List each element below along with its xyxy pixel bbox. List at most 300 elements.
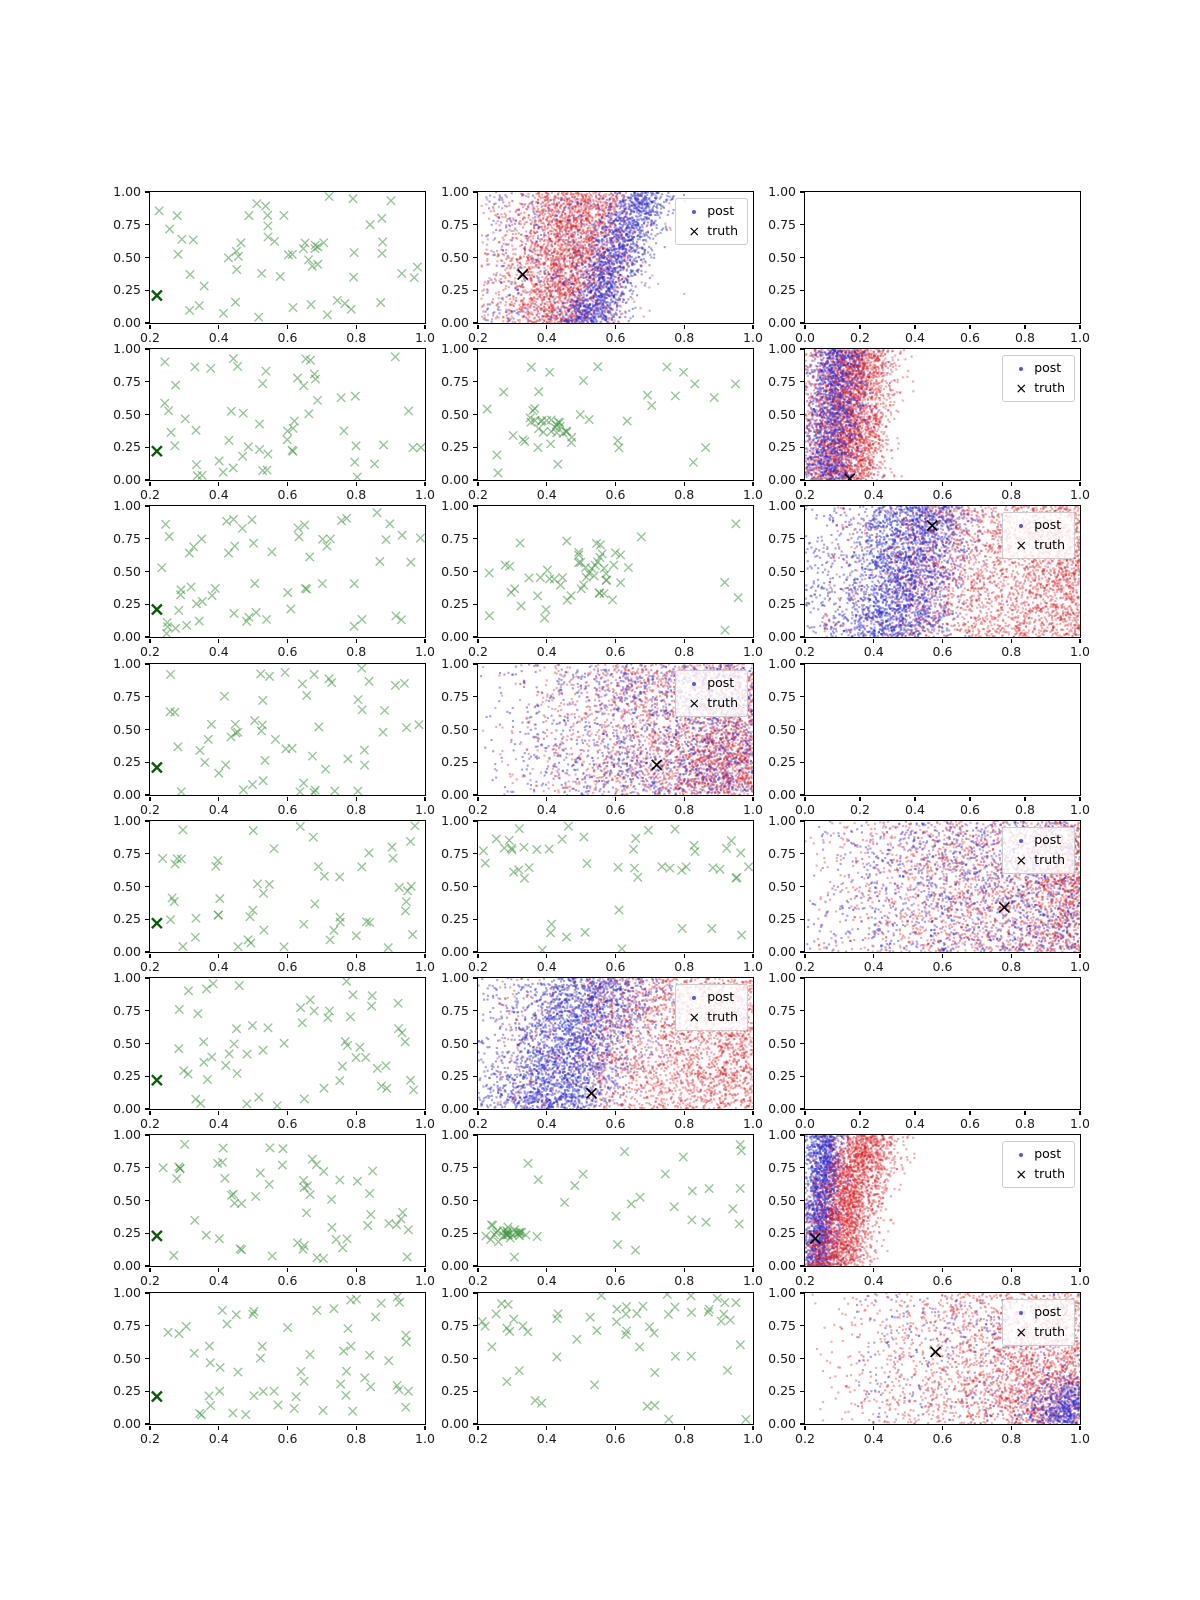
scatter-points-r8c2: [478, 1293, 753, 1424]
x-tick-label: 0.2: [140, 959, 160, 974]
x-tick-label: 1.0: [743, 959, 763, 974]
x-tick-label: 0.8: [1015, 802, 1035, 817]
axes-r7c2: [477, 1134, 754, 1267]
post-dot-icon: [1019, 524, 1023, 528]
x-tick-label: 0.0: [795, 1116, 815, 1131]
y-tick-mark: [145, 1423, 149, 1424]
y-tick-mark: [145, 1076, 149, 1077]
x-tick-label: 0.2: [468, 487, 488, 502]
x-tick-mark: [218, 1111, 219, 1115]
x-tick-label: 0.4: [536, 644, 557, 659]
legend-label: truth: [1034, 852, 1065, 868]
subplot-r2c2: [441, 340, 763, 502]
y-tick-mark: [800, 414, 804, 415]
x-tick-label: 0.8: [346, 1116, 367, 1131]
y-tick-label: 0.25: [113, 754, 141, 769]
y-tick-label: 0.00: [768, 314, 796, 330]
x-tick-mark: [218, 325, 219, 329]
y-tick-label: 1.00: [768, 497, 796, 513]
y-tick-mark: [473, 1265, 477, 1266]
y-tick-label: 0.25: [441, 596, 469, 611]
y-tick-label: 0.25: [441, 1068, 469, 1083]
y-tick-label: 0.75: [113, 530, 141, 546]
y-tick-mark: [145, 348, 149, 349]
x-tick-label: 1.0: [1070, 802, 1090, 817]
y-tick-label: 0.00: [768, 1100, 796, 1116]
x-tick-mark: [1079, 797, 1080, 801]
y-tick-mark: [145, 290, 149, 291]
axes-r8c2: [477, 1292, 754, 1425]
y-tick-mark: [145, 447, 149, 448]
y-tick-label: 0.75: [113, 845, 141, 861]
y-tick-mark: [800, 1265, 804, 1266]
legend-label: truth: [707, 223, 738, 239]
y-tick-mark: [473, 853, 477, 854]
y-tick-label: 0.25: [113, 439, 141, 454]
x-tick-mark: [969, 325, 970, 329]
y-tick-label: 1.00: [441, 497, 469, 513]
y-tick-label: 0.75: [768, 845, 796, 861]
legend-label: truth: [707, 695, 738, 711]
y-tick-mark: [800, 762, 804, 763]
subplot-r3c2: [441, 497, 763, 659]
y-tick-mark: [145, 257, 149, 258]
x-tick-mark: [218, 1268, 219, 1272]
truth-x-icon: ×: [1015, 1324, 1028, 1341]
y-tick-mark: [145, 820, 149, 821]
x-tick-label: 1.0: [743, 802, 763, 817]
x-tick-label: 0.6: [605, 959, 626, 974]
x-tick-mark: [477, 1111, 478, 1115]
y-tick-label: 0.50: [768, 878, 796, 894]
x-tick-mark: [356, 639, 357, 643]
x-tick-mark: [287, 482, 288, 486]
y-tick-label: 0.00: [768, 943, 796, 959]
y-tick-label: 0.75: [768, 216, 796, 232]
x-tick-mark: [477, 954, 478, 958]
y-tick-mark: [145, 977, 149, 978]
x-tick-mark: [615, 482, 616, 486]
x-tick-mark: [546, 954, 547, 958]
subplot-r5c2: [441, 812, 763, 974]
y-tick-label: 1.00: [441, 1284, 469, 1300]
y-tick-label: 0.00: [768, 786, 796, 802]
x-tick-label: 0.6: [277, 644, 298, 659]
x-tick-label: 0.4: [863, 959, 884, 974]
scatter-points-r1c1: [150, 192, 425, 323]
legend-label: post: [1034, 1304, 1062, 1320]
truth-x-icon: ×: [1015, 380, 1028, 397]
legend-label: post: [707, 203, 735, 219]
y-tick-mark: [145, 1292, 149, 1293]
axes-r4c3: [804, 663, 1081, 796]
subplot-r5c1: [113, 812, 435, 974]
y-tick-mark: [473, 1076, 477, 1077]
x-tick-mark: [1079, 325, 1080, 329]
x-tick-label: 0.8: [674, 330, 695, 345]
legend-label: post: [1034, 517, 1062, 533]
x-tick-label: 0.8: [1015, 330, 1035, 345]
x-tick-mark: [1011, 1268, 1012, 1272]
x-tick-mark: [804, 1111, 805, 1115]
scatter-points-r3c1: [150, 506, 425, 637]
y-tick-label: 0.75: [441, 216, 469, 232]
x-tick-label: 0.2: [140, 487, 160, 502]
y-tick-mark: [145, 762, 149, 763]
y-tick-mark: [145, 636, 149, 637]
y-tick-mark: [800, 919, 804, 920]
x-tick-label: 0.8: [674, 959, 695, 974]
x-tick-label: 0.8: [1001, 1273, 1022, 1288]
y-tick-mark: [473, 886, 477, 887]
y-tick-label: 1.00: [441, 812, 469, 828]
axes-r4c1: [149, 663, 426, 796]
x-tick-mark: [684, 325, 685, 329]
y-tick-label: 0.25: [768, 1068, 796, 1083]
legend-entry-truth: [1008, 536, 1065, 555]
x-tick-mark: [1079, 639, 1080, 643]
y-tick-mark: [800, 1108, 804, 1109]
legend-r3c3: [1002, 512, 1075, 559]
x-tick-mark: [477, 325, 478, 329]
x-tick-label: 0.4: [536, 1273, 557, 1288]
x-tick-label: 1.0: [743, 330, 763, 345]
y-tick-mark: [145, 224, 149, 225]
x-tick-label: 0.2: [140, 1431, 160, 1446]
y-tick-label: 0.75: [768, 1002, 796, 1018]
axes-r3c2: [477, 505, 754, 638]
legend-r6c2: [675, 984, 748, 1031]
y-tick-label: 0.25: [441, 1225, 469, 1240]
y-tick-mark: [145, 886, 149, 887]
axes-r8c1: [149, 1292, 426, 1425]
y-tick-label: 1.00: [441, 340, 469, 356]
y-tick-label: 0.25: [768, 1225, 796, 1240]
y-tick-mark: [145, 1134, 149, 1135]
x-tick-mark: [424, 325, 425, 329]
y-tick-mark: [473, 1200, 477, 1201]
x-tick-label: 0.4: [536, 1431, 557, 1446]
y-tick-mark: [473, 538, 477, 539]
x-tick-label: 0.6: [932, 1273, 953, 1288]
legend-label: truth: [1034, 1324, 1065, 1340]
y-tick-mark: [800, 1233, 804, 1234]
x-tick-mark: [752, 1111, 753, 1115]
y-tick-mark: [145, 1108, 149, 1109]
y-tick-label: 0.00: [441, 943, 469, 959]
subplot-r6c2: [441, 969, 763, 1131]
y-tick-label: 0.75: [113, 1002, 141, 1018]
x-tick-label: 0.8: [1015, 1116, 1035, 1131]
x-tick-label: 0.6: [932, 959, 953, 974]
y-tick-label: 1.00: [113, 812, 141, 828]
x-tick-label: 0.8: [674, 1116, 695, 1131]
y-tick-label: 1.00: [768, 183, 796, 199]
x-tick-label: 0.6: [960, 802, 980, 817]
subplot-r4c3: [768, 655, 1090, 817]
y-tick-mark: [473, 1325, 477, 1326]
scatter-points-r5c1: [150, 821, 425, 952]
x-tick-label: 0.8: [674, 1431, 695, 1446]
y-tick-mark: [473, 322, 477, 323]
x-tick-label: 1.0: [415, 644, 435, 659]
x-icon: [681, 697, 707, 711]
x-tick-mark: [477, 1268, 478, 1272]
y-tick-label: 0.75: [113, 1159, 141, 1175]
x-tick-mark: [752, 325, 753, 329]
x-tick-mark: [1079, 1426, 1080, 1430]
x-tick-mark: [1079, 1111, 1080, 1115]
x-tick-label: 0.2: [468, 644, 488, 659]
x-tick-mark: [942, 1268, 943, 1272]
x-tick-mark: [287, 797, 288, 801]
y-tick-mark: [145, 853, 149, 854]
x-tick-label: 0.4: [208, 1431, 229, 1446]
y-tick-label: 0.50: [441, 249, 469, 265]
x-tick-label: 0.4: [536, 487, 557, 502]
subplot-r3c1: [113, 497, 435, 659]
y-tick-label: 0.50: [441, 721, 469, 737]
y-tick-label: 1.00: [113, 1284, 141, 1300]
x-tick-mark: [149, 797, 150, 801]
x-tick-label: 1.0: [415, 330, 435, 345]
y-tick-label: 1.00: [113, 340, 141, 356]
x-tick-mark: [546, 1426, 547, 1430]
x-tick-mark: [218, 1426, 219, 1430]
y-tick-label: 0.50: [441, 1035, 469, 1051]
y-tick-mark: [473, 1358, 477, 1359]
x-tick-mark: [684, 954, 685, 958]
y-tick-mark: [145, 696, 149, 697]
x-tick-mark: [1079, 1268, 1080, 1272]
y-tick-label: 0.00: [113, 943, 141, 959]
y-tick-mark: [800, 257, 804, 258]
y-tick-label: 0.75: [768, 1317, 796, 1333]
y-tick-mark: [473, 663, 477, 664]
legend-label: truth: [707, 1009, 738, 1025]
y-tick-label: 1.00: [768, 340, 796, 356]
y-tick-label: 1.00: [768, 1126, 796, 1142]
axes-r5c1: [149, 820, 426, 953]
x-tick-label: 1.0: [415, 959, 435, 974]
x-tick-label: 0.6: [277, 1273, 298, 1288]
x-tick-label: 0.4: [536, 959, 557, 974]
truth-x-icon: ×: [1015, 1166, 1028, 1183]
y-tick-label: 0.50: [441, 406, 469, 422]
y-tick-mark: [473, 414, 477, 415]
y-tick-label: 0.75: [113, 688, 141, 704]
x-tick-mark: [804, 954, 805, 958]
x-tick-mark: [684, 797, 685, 801]
y-tick-mark: [800, 1391, 804, 1392]
y-tick-label: 0.00: [113, 1415, 141, 1431]
axes-r1c1: [149, 191, 426, 324]
x-tick-mark: [546, 797, 547, 801]
y-tick-mark: [473, 951, 477, 952]
x-tick-label: 0.6: [605, 644, 626, 659]
x-tick-label: 0.2: [468, 1431, 488, 1446]
x-tick-mark: [149, 1111, 150, 1115]
y-tick-label: 1.00: [113, 1126, 141, 1142]
x-tick-mark: [356, 797, 357, 801]
x-tick-mark: [149, 1426, 150, 1430]
x-tick-mark: [873, 1426, 874, 1430]
legend-entry-truth: [681, 222, 738, 241]
x-tick-label: 0.8: [1001, 487, 1022, 502]
y-tick-mark: [800, 1358, 804, 1359]
y-tick-label: 0.75: [441, 373, 469, 389]
y-tick-mark: [800, 636, 804, 637]
y-tick-mark: [800, 224, 804, 225]
y-tick-mark: [800, 951, 804, 952]
legend-r4c2: [675, 670, 748, 717]
y-tick-label: 0.50: [768, 249, 796, 265]
x-tick-mark: [684, 1111, 685, 1115]
x-tick-mark: [942, 954, 943, 958]
y-tick-mark: [473, 447, 477, 448]
x-tick-label: 0.2: [468, 1116, 488, 1131]
y-tick-mark: [473, 696, 477, 697]
x-tick-label: 0.6: [960, 330, 980, 345]
x-tick-label: 0.0: [795, 330, 815, 345]
y-tick-mark: [473, 1108, 477, 1109]
post-dot-icon: [1019, 1311, 1023, 1315]
x-tick-label: 1.0: [415, 1273, 435, 1288]
y-tick-label: 0.00: [441, 1257, 469, 1273]
x-tick-label: 0.2: [795, 1431, 815, 1446]
x-tick-mark: [546, 482, 547, 486]
y-tick-mark: [473, 505, 477, 506]
y-tick-mark: [145, 414, 149, 415]
post-dot-icon: [1019, 1153, 1023, 1157]
y-tick-label: 0.00: [441, 1415, 469, 1431]
y-tick-label: 1.00: [768, 1284, 796, 1300]
y-tick-label: 0.00: [768, 628, 796, 644]
x-icon: [1008, 1168, 1034, 1182]
y-tick-label: 0.25: [768, 911, 796, 926]
x-tick-label: 0.4: [905, 802, 925, 817]
y-tick-label: 0.00: [113, 628, 141, 644]
x-tick-mark: [615, 797, 616, 801]
x-tick-label: 0.8: [674, 1273, 695, 1288]
x-tick-label: 0.8: [1001, 644, 1022, 659]
x-tick-label: 0.4: [208, 1116, 229, 1131]
y-tick-label: 0.00: [768, 1415, 796, 1431]
truth-x-icon: ×: [688, 695, 701, 712]
post-dot-icon: [1019, 839, 1023, 843]
y-tick-label: 0.25: [768, 282, 796, 297]
y-tick-label: 0.50: [768, 721, 796, 737]
x-tick-mark: [287, 1268, 288, 1272]
x-tick-mark: [149, 482, 150, 486]
x-tick-mark: [684, 482, 685, 486]
x-tick-mark: [859, 1111, 860, 1115]
x-tick-label: 1.0: [415, 802, 435, 817]
x-tick-mark: [1024, 1111, 1025, 1115]
dot-icon: [1008, 367, 1034, 371]
y-tick-mark: [473, 977, 477, 978]
subplot-r2c3: [768, 340, 1090, 502]
post-dot-icon: [692, 682, 696, 686]
x-tick-mark: [424, 1268, 425, 1272]
legend-entry-post: [1008, 1145, 1065, 1164]
subplot-r2c1: [113, 340, 435, 502]
scatter-points-r4c3: [805, 664, 1080, 795]
x-icon: [1008, 382, 1034, 396]
y-tick-mark: [800, 696, 804, 697]
x-tick-mark: [287, 954, 288, 958]
x-tick-label: 0.4: [863, 644, 884, 659]
x-tick-mark: [287, 639, 288, 643]
y-tick-label: 1.00: [113, 183, 141, 199]
dot-icon: [681, 682, 707, 686]
y-tick-label: 0.75: [441, 1002, 469, 1018]
x-tick-label: 0.2: [140, 1273, 160, 1288]
legend-label: truth: [1034, 537, 1065, 553]
y-tick-label: 1.00: [113, 497, 141, 513]
y-tick-label: 0.75: [441, 530, 469, 546]
y-tick-mark: [800, 290, 804, 291]
y-tick-label: 0.50: [768, 1035, 796, 1051]
scatter-points-r1c3: [805, 192, 1080, 323]
x-tick-label: 0.2: [850, 802, 870, 817]
x-tick-mark: [752, 1426, 753, 1430]
x-icon: [1008, 539, 1034, 553]
y-tick-mark: [473, 604, 477, 605]
y-tick-label: 0.50: [113, 878, 141, 894]
x-tick-label: 1.0: [1070, 644, 1090, 659]
y-tick-mark: [800, 348, 804, 349]
x-tick-label: 0.6: [277, 1116, 298, 1131]
y-tick-mark: [800, 1043, 804, 1044]
y-tick-mark: [800, 886, 804, 887]
x-tick-label: 0.2: [850, 330, 870, 345]
y-tick-label: 0.75: [441, 688, 469, 704]
dot-icon: [681, 996, 707, 1000]
x-tick-mark: [684, 1268, 685, 1272]
y-tick-label: 1.00: [441, 655, 469, 671]
x-tick-mark: [1011, 954, 1012, 958]
x-tick-label: 1.0: [1070, 330, 1090, 345]
y-tick-mark: [473, 820, 477, 821]
x-tick-mark: [149, 1268, 150, 1272]
x-tick-mark: [615, 325, 616, 329]
x-tick-label: 0.2: [468, 330, 488, 345]
subplot-r5c3: [768, 812, 1090, 974]
y-tick-label: 0.75: [768, 1159, 796, 1175]
y-tick-label: 0.00: [113, 786, 141, 802]
x-tick-label: 0.6: [277, 1431, 298, 1446]
axes-r7c1: [149, 1134, 426, 1267]
y-tick-label: 1.00: [441, 969, 469, 985]
x-tick-mark: [804, 797, 805, 801]
x-tick-label: 1.0: [1070, 1273, 1090, 1288]
axes-r3c1: [149, 505, 426, 638]
y-tick-mark: [800, 538, 804, 539]
legend-entry-truth: [1008, 379, 1065, 398]
x-tick-label: 0.2: [795, 959, 815, 974]
x-tick-label: 0.2: [795, 487, 815, 502]
legend-entry-post: [1008, 831, 1065, 850]
x-tick-label: 0.4: [208, 330, 229, 345]
x-tick-mark: [477, 1426, 478, 1430]
x-tick-label: 0.6: [960, 1116, 980, 1131]
y-tick-mark: [145, 794, 149, 795]
x-tick-mark: [287, 325, 288, 329]
legend-label: post: [1034, 360, 1062, 376]
legend-entry-truth: [1008, 1323, 1065, 1342]
x-tick-mark: [149, 325, 150, 329]
